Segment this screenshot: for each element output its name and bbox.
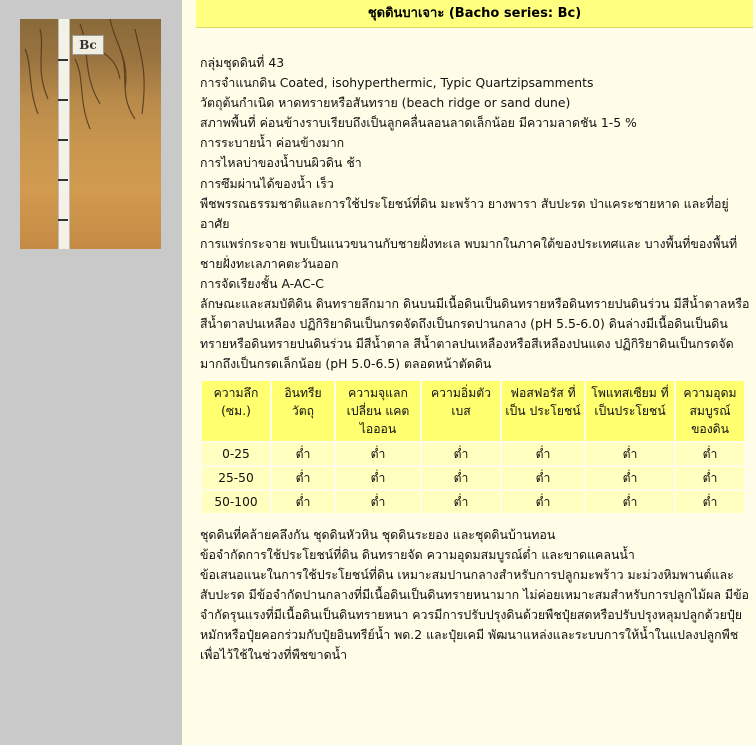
- column-header-base-saturation: ความอิ่มตัว เบส: [422, 381, 500, 441]
- table-cell: 50-100: [202, 491, 270, 513]
- table-cell: ต่ำ: [502, 491, 584, 513]
- table-cell: ต่ำ: [502, 467, 584, 489]
- table-cell: 0-25: [202, 443, 270, 465]
- soil-description: [200, 53, 756, 665]
- table-cell: ต่ำ: [422, 491, 500, 513]
- column-header-fertility: ความอุดม สมบูรณ์ ของดิน: [676, 381, 744, 441]
- table-cell: ต่ำ: [586, 443, 674, 465]
- photo-label-tag: Bc: [72, 35, 104, 55]
- column-header-organic-matter: อินทรีย วัตถุ: [272, 381, 334, 441]
- table-row: [202, 443, 744, 465]
- column-header-depth: ความลึก (ซม.): [202, 381, 270, 441]
- main-content: [182, 0, 756, 745]
- stake-tick: [58, 139, 68, 141]
- table-cell: ต่ำ: [586, 467, 674, 489]
- table-cell: ต่ำ: [272, 467, 334, 489]
- left-sidebar: [0, 0, 182, 745]
- table-cell: ต่ำ: [422, 467, 500, 489]
- soil-group: กลุ่มชุดดินที่ 43: [200, 55, 285, 70]
- topography: สภาพพื้นที่ ค่อนข้างราบเรียบถึงเป็นลูกคลื่นลอนลาดเล็กน้อย มีความลาดชัน 1-5 %: [200, 115, 637, 131]
- horizon-sequence: การจัดเรียงชั้น A-AC-C: [200, 276, 324, 292]
- table-cell: ต่ำ: [336, 467, 420, 489]
- drainage: การระบายน้ำ ค่อนข้างมาก: [200, 135, 345, 151]
- vegetation-land-use: พืชพรรณธรรมชาติและการใช้ประโยชน์ที่ดิน มะพร้าว ยางพารา สับปะรด ป่าแคระชายหาด และที่อยู่อาศัย: [200, 195, 729, 231]
- table-cell: ต่ำ: [676, 491, 744, 513]
- surface-runoff: การไหลบ่าของน้ำบนผิวดิน ช้า: [200, 155, 362, 171]
- similar-soil-series: ชุดดินที่คล้ายคลึงกัน ชุดดินหัวหิน ชุดดินระยอง และชุดดินบ้านทอน: [200, 526, 556, 542]
- column-header-cec: ความจุแลกเปลี่ยน แคตไอออน: [336, 381, 420, 441]
- measuring-stake: [58, 19, 70, 249]
- soil-profile-photo: [20, 19, 161, 249]
- table-cell: ต่ำ: [586, 491, 674, 513]
- table-header-row: [202, 381, 744, 441]
- table-cell: ต่ำ: [502, 443, 584, 465]
- table-cell: ต่ำ: [272, 491, 334, 513]
- stake-tick: [58, 99, 68, 101]
- table-cell: ต่ำ: [676, 467, 744, 489]
- page-title: ชุดดินบาเจาะ (Bacho series: Bc): [196, 0, 753, 28]
- table-row: [202, 491, 744, 513]
- table-cell: ต่ำ: [336, 491, 420, 513]
- parent-material: วัตถุต้นกำเนิด หาดทรายหรือสันทราย (beach ridge or sand dune): [200, 95, 571, 111]
- stake-tick: [58, 179, 68, 181]
- distribution: การแพร่กระจาย พบเป็นแนวขนานกับชายฝั่งทะเล พบมากในภาคใต้ของประเทศและ บางพื้นที่ของพื้นที่ชายฝั่งทะเลภาคตะวันออก: [200, 235, 738, 271]
- land-use-limitations: ข้อจำกัดการใช้ประโยชน์ที่ดิน ดินทรายจัด ความอุดมสมบูรณ์ต่ำ และขาดแคลนน้ำ: [200, 546, 635, 562]
- land-use-recommendations: ข้อเสนอแนะในการใช้ประโยชน์ที่ดิน เหมาะสมปานกลางสำหรับการปลูกมะพร้าว มะม่วงหิมพานต์และสับปะรด มีข้อจำกัดปานกลางที่มีเนื้อดินเป็นดินทรายหนามาก ไม่ค่อยเหมาะสมสำหรับการปลูกไม้ผล มีข้อจำกัดรุนแรงที่มีเนื้อดินเป็นดินทรายหนา ควรมีการปรับปรุงดินด้วยพืชปุ๋ยสดหรือปรับปรุงหลุมปลูกด้วยปุ๋ยหมักหรือปุ๋ยคอกร่วมกับปุ๋ยอินทรีย์น้ำ พด.2 และปุ๋ยเคมี พัฒนาแหล่งและระบบการให้น้ำในแปลงปลูกพืช เพื่อไว้ใช้ในช่วงที่พืชขาดน้ำ: [200, 566, 749, 663]
- soil-characteristics: ลักษณะและสมบัติดิน ดินทรายลึกมาก ดินบนมีเนื้อดินเป็นดินทรายหรือดินทรายปนดินร่วน มีสีน้ำตาลหรือสีน้ำตาลปนเหลือง ปฏิกิริยาดินเป็นกรดจัดถึงเป็นกรดปานกลาง (pH 5.5-6.0) ดินล่างมีเนื้อดินเป็นดินทรายหรือดินทรายปนดินร่วน มีสีน้ำตาล สีน้ำตาลปนเหลืองหรือสีเหลืองปนแดง ปฏิกิริยาดินเป็นกรดจัดมากถึงเป็นกรดเล็กน้อย (pH 5.0-6.5) ตลอดหน้าตัดดิน: [200, 296, 750, 372]
- permeability: การซึมผ่านได้ของน้ำ เร็ว: [200, 175, 334, 191]
- table-row: [202, 467, 744, 489]
- column-header-potassium: โพแทสเซียม ที่เป็นประโยชน์: [586, 381, 674, 441]
- stake-tick: [58, 219, 68, 221]
- fertility-table: [200, 379, 746, 515]
- classification: การจำแนกดิน Coated, isohyperthermic, Typic Quartzipsamments: [200, 75, 594, 91]
- table-cell: ต่ำ: [676, 443, 744, 465]
- table-cell: ต่ำ: [422, 443, 500, 465]
- table-cell: ต่ำ: [272, 443, 334, 465]
- column-header-phosphorus: ฟอสฟอรัส ที่เป็น ประโยชน์: [502, 381, 584, 441]
- stake-tick: [58, 59, 68, 61]
- table-cell: 25-50: [202, 467, 270, 489]
- table-cell: ต่ำ: [336, 443, 420, 465]
